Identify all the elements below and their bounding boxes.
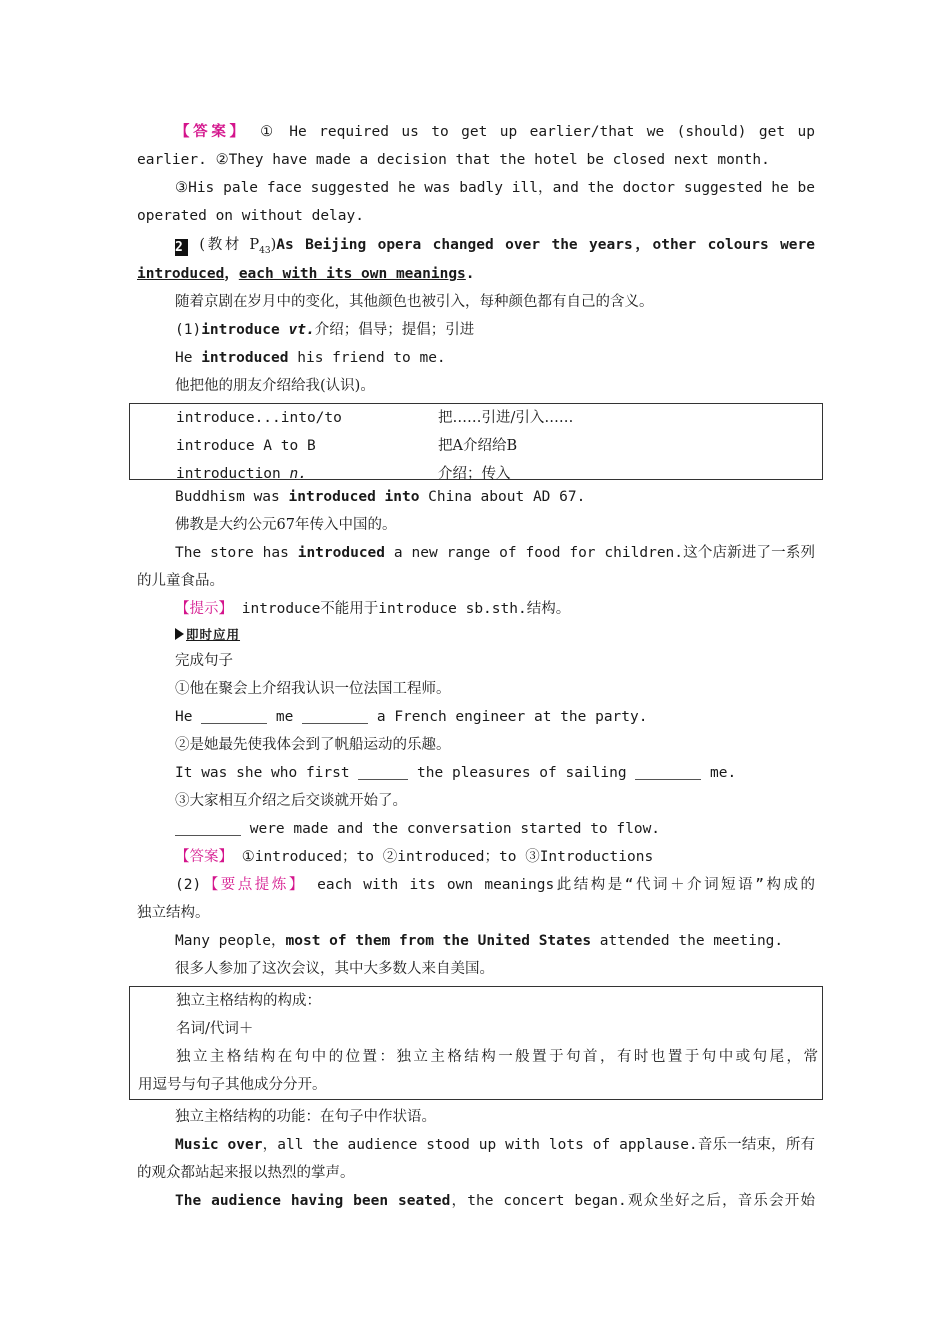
triangle-icon — [175, 628, 184, 640]
section-1-example-cn: 他把他的朋友介绍给我(认识)。 — [175, 378, 375, 394]
section-2-example-cn: 很多人参加了这次会议，其中大多数人来自美国。 — [175, 961, 494, 977]
exercise-3-cn: ③大家相互介绍之后交谈就开始了。 — [175, 793, 407, 809]
document-page — [137, 118, 818, 1215]
answer-line-3: ③His pale face suggested he was badly ill，and the doctor suggested he be — [175, 180, 815, 196]
answer-blank[interactable] — [302, 709, 368, 724]
example-3-cn: 的儿童食品。 — [137, 573, 224, 589]
function-line: 独立主格结构的功能：在句子中作状语。 — [175, 1109, 436, 1125]
exercise-2: It was she who first the pleasures of sailing me. — [175, 765, 737, 781]
exercise-1: He me a French engineer at the party. — [175, 709, 648, 725]
exercise-title: 完成句子 — [175, 653, 233, 669]
tail-example-1: Music over，all the audience stood up with lots of applause.音乐一结束，所有 — [175, 1137, 815, 1153]
key-sentence: As Beijing opera changed over the years，other colours were — [276, 237, 815, 253]
exercise-answers: 【答案】 ①introduced；to ②introduced；to ③Introductions — [175, 849, 654, 865]
tip-line: 【提示】 introduce不能用于introduce sb.sth.结构。 — [175, 601, 571, 617]
answer-label: 【答案】 — [175, 123, 248, 140]
section-2-heading: (2)【要点提炼】 each with its own meanings此结构是“代词＋介词短语”构成的 — [175, 877, 815, 893]
section-1-heading: (1)introduce vt.介绍；倡导；提倡；引进 — [175, 322, 475, 338]
answer-text: ① He required us to get up earlier/that we (should) get up — [260, 124, 815, 140]
tip-label: 【提示】 — [175, 601, 233, 617]
key-points-label: 【要点提炼】 — [201, 877, 306, 893]
item-number-badge: 2 — [175, 239, 188, 256]
answer-blank[interactable] — [635, 765, 701, 780]
section-2-example: Many people，most of them from the United States attended the meeting. — [175, 933, 784, 949]
exercise-1-cn: ①他在聚会上介绍我认识一位法国工程师。 — [175, 681, 451, 697]
section-2-heading-cont: 独立结构。 — [137, 905, 210, 921]
structure-box — [129, 986, 823, 1100]
answer-blank[interactable] — [201, 709, 267, 724]
structure-line: 名词/代词＋ — [176, 1021, 254, 1037]
phrase-box — [129, 403, 823, 480]
phrase-row: introduction n. 介绍；传入 — [176, 466, 511, 482]
source-ref: (教材 $P_{43}$) — [199, 237, 277, 256]
item-2-sentence — [137, 230, 815, 260]
example-2: Buddhism was introduced into China about AD 67. — [175, 489, 586, 505]
exercise-3: were made and the conversation started to flow. — [137, 815, 815, 843]
example-3: The store has introduced a new range of food for children.这个店新进了一系列 — [175, 545, 815, 561]
tail-example-2: The audience having been seated，the concert began.观众坐好之后，音乐会开始 — [175, 1193, 815, 1209]
section-1-example: He introduced his friend to me. — [175, 350, 446, 366]
structure-line: 用逗号与句子其他成分分开。 — [138, 1077, 327, 1093]
tail-example-1-cn: 的观众都站起来报以热烈的掌声。 — [137, 1165, 355, 1181]
answer-label: 【答案】 — [175, 849, 233, 865]
answer-blank[interactable] — [358, 765, 408, 780]
example-2-cn: 佛教是大约公元67年传入中国的。 — [175, 517, 397, 533]
exercise-2-cn: ②是她最先使我体会到了帆船运动的乐趣。 — [175, 737, 451, 753]
structure-line: 独立主格结构的构成： — [176, 993, 321, 1009]
answer-line-4: operated on without delay. — [137, 208, 364, 224]
phrase-row: introduce A to B 把A介绍给B — [176, 438, 518, 454]
item-2-translation: 随着京剧在岁月中的变化，其他颜色也被引入，每种颜色都有自己的含义。 — [175, 294, 654, 310]
instant-apply-tag: 即时应用 — [137, 623, 815, 647]
item-2-sentence-cont: introduced，each with its own meanings. — [137, 266, 475, 282]
answer-line-2: earlier. ②They have made a decision that the hotel be closed next month. — [137, 152, 770, 168]
structure-line: 独立主格结构在句中的位置：独立主格结构一般置于句首，有时也置于句中或句尾，常 — [176, 1049, 818, 1065]
answer-line-1 — [137, 118, 815, 146]
phrase-row: introduce...into/to 把……引进/引入…… — [176, 410, 574, 426]
answer-blank[interactable] — [175, 821, 241, 836]
